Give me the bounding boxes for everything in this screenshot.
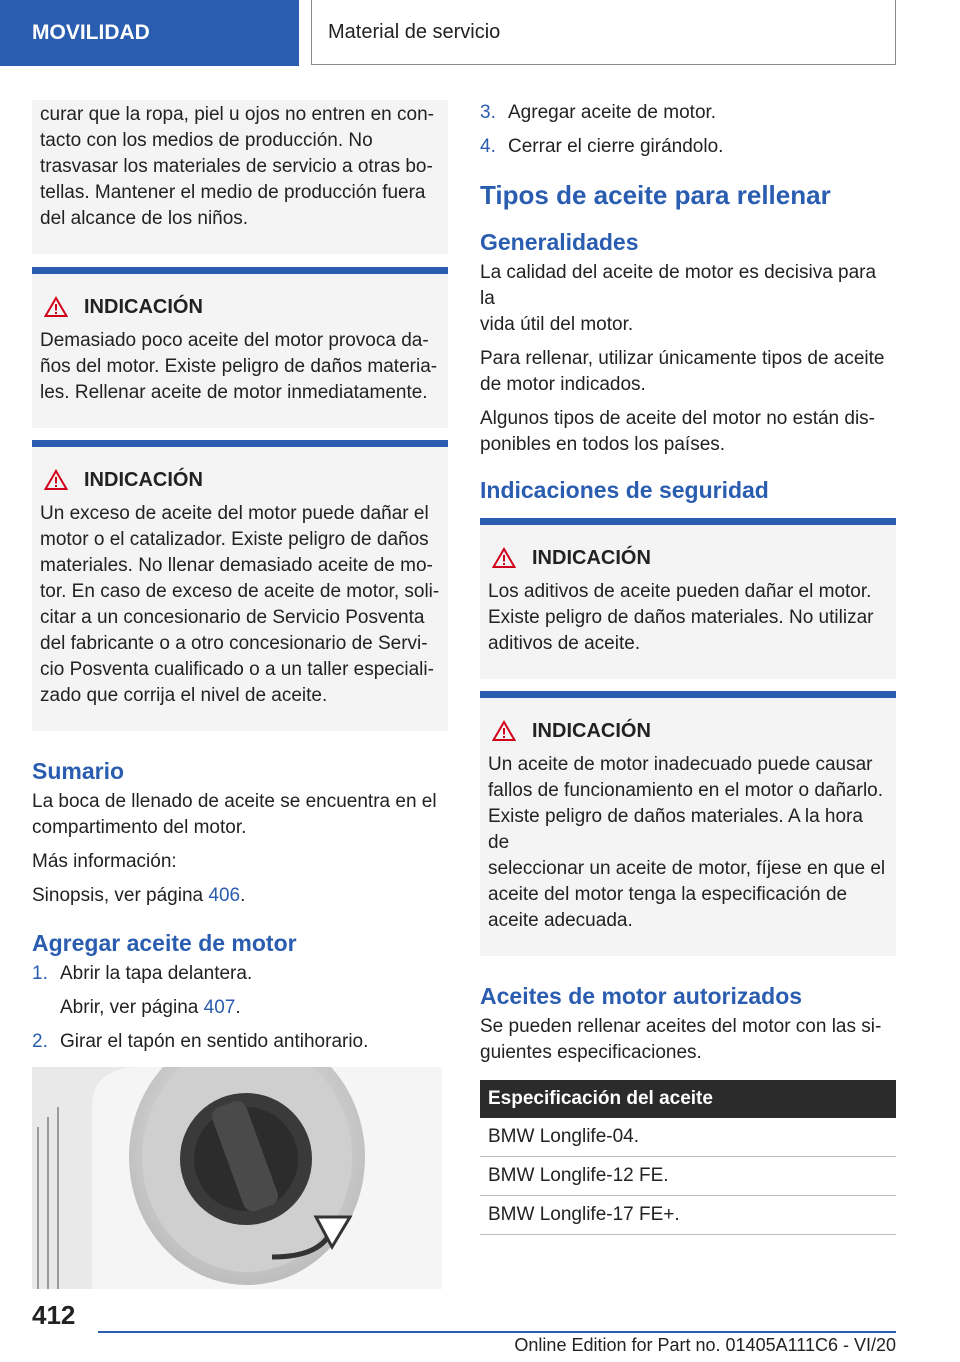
warning-line: materiales. No llenar demasiado aceite de mo-: [40, 555, 433, 576]
step-number: 2.: [32, 1031, 48, 1052]
intro-line: trasvasar los materiales de servicio a otras bo-: [40, 156, 433, 177]
chapter-title-box: [311, 0, 896, 65]
chapter-title: Material de servicio: [328, 20, 501, 43]
section-tab: [0, 0, 299, 66]
warning-title-text: INDICACIÓN: [532, 547, 651, 569]
list-item: [32, 1029, 448, 1055]
warning-title-text: INDICACIÓN: [84, 296, 203, 318]
section-heading: Indicaciones de seguridad: [480, 477, 769, 503]
table-cell: BMW Longlife-17 FE+.: [480, 1196, 896, 1235]
list-item: [480, 100, 896, 126]
warning-line: Un aceite de motor inadecuado puede causar: [488, 754, 873, 775]
warning-line: citar a un concesionario de Servicio Posventa: [40, 607, 425, 628]
warning-title: [44, 467, 440, 493]
warning-box: [480, 518, 896, 679]
table-header-row: [480, 1080, 896, 1118]
paragraph-line: vida útil del motor.: [480, 314, 634, 335]
warning-line: zado que corrija el nivel de aceite.: [40, 685, 328, 706]
warning-box: [32, 267, 448, 428]
warning-line: seleccionar un aceite de motor, fíjese en que el: [488, 858, 886, 879]
section-heading: Sumario: [32, 758, 125, 784]
table-row: [480, 1196, 896, 1235]
warning-icon: [44, 469, 68, 491]
paragraph: [480, 1014, 896, 1066]
paragraph-line: Algunos tipos de aceite del motor no están dis-: [480, 408, 876, 429]
warning-title: [492, 718, 888, 744]
page-link[interactable]: 407: [203, 997, 236, 1018]
oil-spec-table: [480, 1080, 896, 1235]
table-cell: BMW Longlife-04.: [480, 1118, 896, 1157]
warning-line: fallos de funcionamiento en el motor o dañarlo.: [488, 780, 884, 801]
intro-line: curar que la ropa, piel u ojos no entren en con-: [40, 104, 434, 125]
step-text: Agregar aceite de motor.: [508, 102, 717, 123]
reference-text: Abrir, ver página: [60, 997, 204, 1018]
step-list: [32, 961, 448, 987]
step-reference: [32, 995, 448, 1021]
warning-title: [492, 545, 888, 571]
paragraph: [32, 883, 448, 909]
warning-line: aceite del motor tenga la especificación de: [488, 884, 848, 905]
warning-line: Los aditivos de aceite pueden dañar el motor.: [488, 581, 872, 602]
table-header-cell: Especificación del aceite: [480, 1080, 896, 1118]
section-heading: Generalidades: [480, 229, 639, 255]
warning-line: aditivos de aceite.: [488, 633, 641, 654]
section-heading: Agregar aceite de motor: [32, 930, 297, 956]
warning-line: motor o el catalizador. Existe peligro de daños: [40, 529, 429, 550]
paragraph-line: ponibles en todos los países.: [480, 434, 726, 455]
warning-line: Existe peligro de daños materiales. A la hora de: [488, 806, 863, 853]
warning-box: [480, 691, 896, 956]
step-list: [480, 100, 896, 160]
warning-title-text: INDICACIÓN: [532, 720, 651, 742]
step-text: Cerrar el cierre girándolo.: [508, 136, 724, 157]
paragraph: [32, 789, 448, 841]
right-column: [480, 100, 896, 1235]
section-heading: Aceites de motor autorizados: [480, 983, 803, 1009]
punctuation: .: [240, 885, 246, 906]
warning-line: les. Rellenar aceite de motor inmediatamente.: [40, 382, 428, 403]
paragraph-line: Se pueden rellenar aceites del motor con las si-: [480, 1016, 882, 1037]
paragraph-line: La boca de llenado de aceite se encuentra en el: [32, 791, 437, 812]
step-number: 3.: [480, 102, 496, 123]
warning-line: Un exceso de aceite del motor puede dañar el: [40, 503, 429, 524]
reference-text: Sinopsis, ver página: [32, 885, 209, 906]
intro-line: tacto con los medios de producción. No: [40, 130, 373, 151]
intro-line: del alcance de los niños.: [40, 208, 249, 229]
step-text: Abrir la tapa delantera.: [60, 963, 253, 984]
step-list: [32, 1029, 448, 1055]
paragraph: [480, 406, 896, 458]
table-cell: BMW Longlife-12 FE.: [480, 1157, 896, 1196]
list-item: [480, 134, 896, 160]
step-number: 4.: [480, 136, 496, 157]
left-column: [32, 100, 448, 1289]
warning-line: aceite adecuada.: [488, 910, 633, 931]
warning-line: ños del motor. Existe peligro de daños materia-: [40, 356, 438, 377]
warning-line: cio Posventa cualificado o a un taller especiali-: [40, 659, 434, 680]
paragraph: Más información:: [32, 851, 177, 872]
paragraph: [480, 260, 896, 338]
punctuation: .: [235, 997, 241, 1018]
edition-text: Online Edition for Part no. 01405A111C6 - VI/20: [514, 1335, 896, 1355]
table-row: [480, 1157, 896, 1196]
list-item: [32, 961, 448, 987]
paragraph-line: compartimento del motor.: [32, 817, 247, 838]
page-number: 412: [32, 1300, 76, 1330]
paragraph: [480, 346, 896, 398]
warning-title: [44, 294, 440, 320]
paragraph-line: La calidad del aceite de motor es decisiva para la: [480, 262, 877, 309]
footer-divider: [98, 1331, 896, 1333]
step-text: Girar el tapón en sentido antihorario.: [60, 1031, 369, 1052]
warning-box: [32, 440, 448, 731]
warning-icon: [44, 296, 68, 318]
warning-title-text: INDICACIÓN: [84, 469, 203, 491]
warning-icon: [492, 720, 516, 742]
table-row: [480, 1118, 896, 1157]
warning-line: del fabricante o a otro concesionario de Servi-: [40, 633, 428, 654]
warning-line: Existe peligro de daños materiales. No utilizar: [488, 607, 874, 628]
warning-line: Demasiado poco aceite del motor provoca da-: [40, 330, 429, 351]
main-heading: Tipos de aceite para rellenar: [480, 180, 831, 210]
paragraph-line: Para rellenar, utilizar únicamente tipos de aceite: [480, 348, 885, 369]
page-link[interactable]: 406: [208, 885, 241, 906]
intro-line: tellas. Mantener el medio de producción fuera: [40, 182, 426, 203]
section-label: MOVILIDAD: [32, 21, 150, 44]
step-number: 1.: [32, 963, 48, 984]
paragraph-line: guientes especificaciones.: [480, 1042, 702, 1063]
warning-icon: [492, 547, 516, 569]
warning-line: tor. En caso de exceso de aceite de motor, soli-: [40, 581, 440, 602]
oil-cap-photo: [32, 1067, 442, 1289]
oil-cap-illustration: [32, 1067, 442, 1289]
intro-box: [32, 100, 448, 254]
paragraph-line: de motor indicados.: [480, 374, 646, 395]
